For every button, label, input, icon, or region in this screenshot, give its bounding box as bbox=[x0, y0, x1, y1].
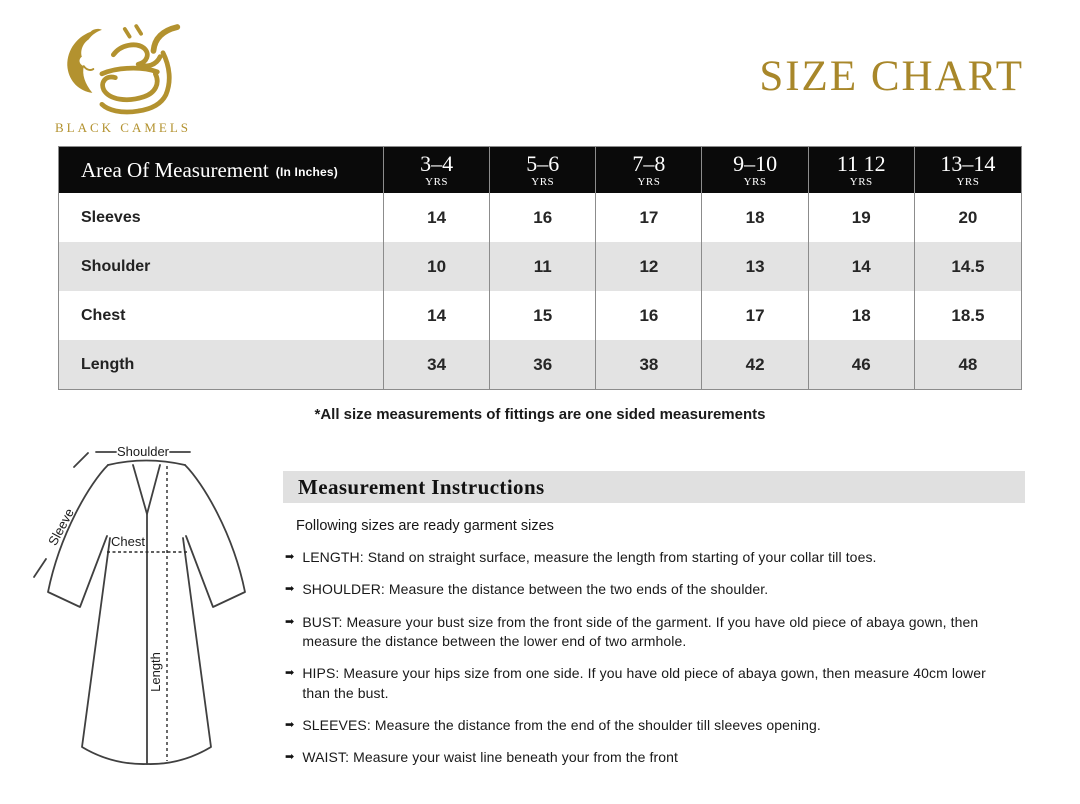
arrow-icon: ➡ bbox=[285, 667, 295, 680]
table-cell: 16 bbox=[596, 291, 702, 340]
instruction-text: SLEEVES: Measure the distance from the end of the shoulder till sleeves opening. bbox=[302, 716, 821, 733]
arrow-icon: ➡ bbox=[285, 751, 295, 764]
yrs-label: YRS bbox=[531, 175, 555, 188]
instruction-text: HIPS: Measure your hips size from one side. If you have old piece of abaya gown, then measure 40cm lower than the bust. bbox=[302, 665, 986, 701]
table-cell: 14 bbox=[384, 193, 490, 242]
table-cell: 14 bbox=[384, 291, 490, 340]
arrow-icon: ➡ bbox=[285, 583, 295, 596]
instructions-list bbox=[283, 548, 1025, 768]
size-column-header-2 bbox=[490, 147, 596, 193]
size-range: 5–6 bbox=[526, 150, 560, 176]
table-cell: 48 bbox=[958, 354, 978, 374]
arrow-icon: ➡ bbox=[285, 718, 295, 731]
table-cell: 46 bbox=[809, 340, 915, 389]
size-range: 11 12 bbox=[836, 150, 886, 176]
table-cell: 15 bbox=[490, 291, 596, 340]
units-label: (In Inches) bbox=[275, 165, 338, 179]
instructions-heading-band bbox=[283, 471, 1025, 503]
table-cell: 10 bbox=[384, 242, 490, 291]
yrs-label: YRS bbox=[743, 175, 767, 188]
size-column-header-3 bbox=[596, 147, 702, 193]
list-item bbox=[285, 613, 1025, 652]
table-cell: 13 bbox=[702, 242, 808, 291]
instruction-text: WAIST: Measure your waist line beneath your from the front bbox=[302, 749, 678, 766]
table-cell: 12 bbox=[596, 242, 702, 291]
table-cell: 17 bbox=[596, 193, 702, 242]
instruction-text: SHOULDER: Measure the distance between the two ends of the shoulder. bbox=[302, 581, 769, 598]
yrs-label: YRS bbox=[637, 175, 661, 188]
diagram-chest-label: Chest bbox=[111, 534, 145, 549]
table-cell: 38 bbox=[596, 340, 702, 389]
table-cell: 11 bbox=[490, 242, 596, 291]
measurement-instructions bbox=[283, 471, 1025, 781]
yrs-label: YRS bbox=[956, 175, 980, 188]
table-cell: 18 bbox=[702, 193, 808, 242]
size-column-header-4 bbox=[702, 147, 808, 193]
size-range: 13–14 bbox=[940, 150, 996, 176]
list-item bbox=[285, 748, 1025, 767]
table-cell: 17 bbox=[702, 291, 808, 340]
table-cell: 18 bbox=[809, 291, 915, 340]
footnote: *All size measurements of fittings are one sided measurements bbox=[314, 406, 766, 423]
table-row-sleeves bbox=[59, 193, 1021, 242]
garment-diagram bbox=[30, 437, 280, 787]
list-item bbox=[285, 548, 1025, 567]
arrow-icon: ➡ bbox=[285, 615, 295, 628]
table-row-shoulder bbox=[59, 242, 1021, 291]
area-header-label: Area Of Measurement bbox=[81, 157, 269, 182]
diagram-length-label: Length bbox=[148, 652, 163, 692]
instructions-heading: Measurement Instructions bbox=[298, 474, 545, 499]
area-of-measurement-header bbox=[59, 147, 384, 193]
instruction-text: BUST: Measure your bust size from the front side of the garment. If you have old piece of abaya gown, then measure the distance between the lower end of two armhole. bbox=[302, 613, 979, 649]
size-range: 3–4 bbox=[420, 150, 454, 176]
size-table bbox=[58, 146, 1022, 390]
list-item bbox=[285, 664, 1025, 703]
row-label: Sleeves bbox=[59, 193, 384, 242]
instructions-intro: Following sizes are ready garment sizes bbox=[296, 518, 554, 534]
size-column-header-1 bbox=[384, 147, 490, 193]
diagram-sleeve-label: Sleeve bbox=[45, 505, 77, 548]
size-column-header-6 bbox=[915, 147, 1021, 193]
list-item bbox=[285, 580, 1025, 599]
logo-calligraphy bbox=[58, 22, 184, 118]
table-row-length bbox=[59, 340, 1021, 389]
size-range: 7–8 bbox=[632, 150, 666, 176]
size-range: 9–10 bbox=[733, 150, 778, 176]
yrs-label: YRS bbox=[425, 175, 449, 188]
table-cell: 20 bbox=[958, 207, 978, 227]
row-label: Length bbox=[59, 340, 384, 389]
arrow-icon: ➡ bbox=[285, 551, 295, 563]
instruction-text: LENGTH: Stand on straight surface, measure the length from starting of your collar till toes. bbox=[302, 549, 877, 565]
table-cell: 34 bbox=[384, 340, 490, 389]
table-cell: 19 bbox=[809, 193, 915, 242]
diagram-shoulder-label: Shoulder bbox=[116, 444, 170, 459]
abaya-outline bbox=[30, 437, 280, 782]
size-column-header-5 bbox=[809, 147, 915, 193]
brand-name: BLACK CAMELS bbox=[55, 120, 192, 135]
table-cell: 14 bbox=[809, 242, 915, 291]
table-cell: 42 bbox=[702, 340, 808, 389]
brand-logo bbox=[55, 22, 192, 136]
table-header-row bbox=[59, 147, 1021, 193]
row-label: Shoulder bbox=[59, 242, 384, 291]
yrs-label: YRS bbox=[849, 175, 873, 188]
page-title: SIZE CHART bbox=[759, 53, 1024, 100]
table-cell: 18.5 bbox=[951, 305, 985, 325]
row-label: Chest bbox=[59, 291, 384, 340]
table-cell: 16 bbox=[490, 193, 596, 242]
table-cell: 36 bbox=[490, 340, 596, 389]
list-item bbox=[285, 716, 1025, 735]
table-row-chest bbox=[59, 291, 1021, 340]
table-cell: 14.5 bbox=[951, 256, 985, 276]
